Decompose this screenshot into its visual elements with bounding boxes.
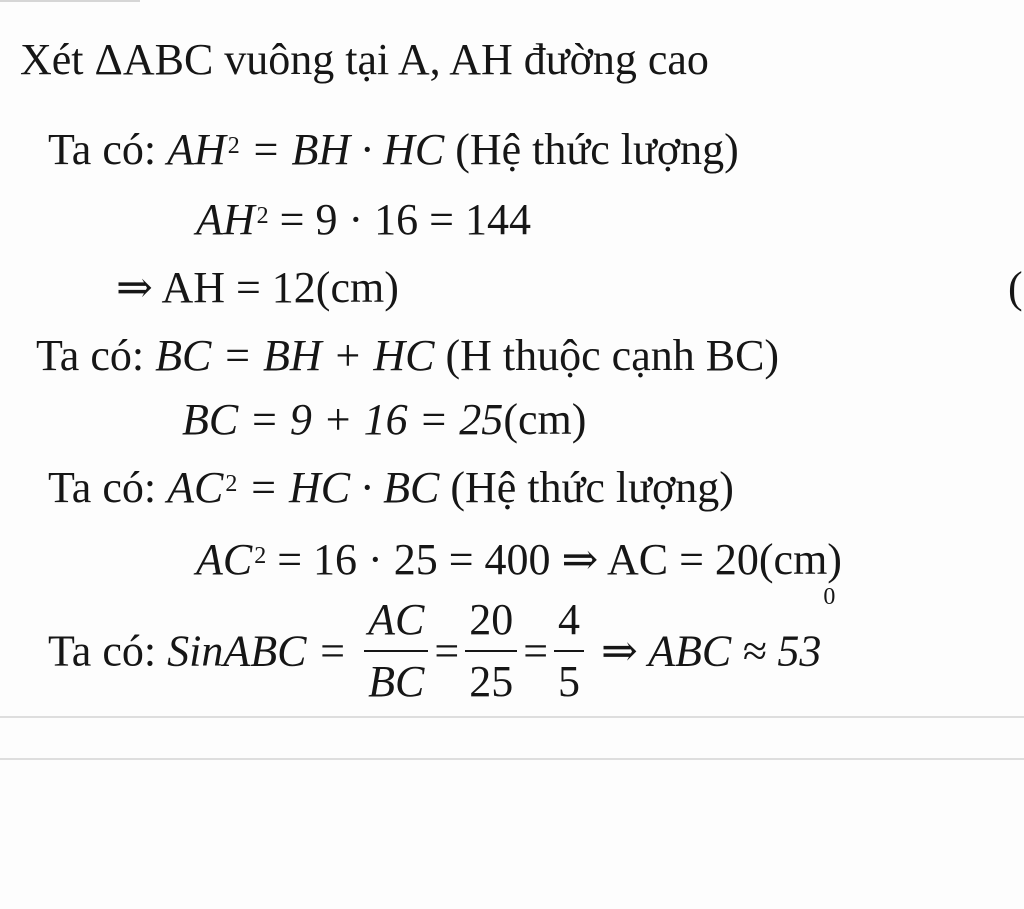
- fraction-4-5-numerator: 4: [554, 598, 584, 652]
- s3-eq1-lhs: AC: [167, 463, 224, 512]
- s2-line2: [182, 394, 586, 446]
- s1-eq2-rhs: = 9 · 16 = 144: [279, 195, 531, 244]
- s1-eq1-lhs: AH: [167, 125, 226, 174]
- s1-eq1-exp: 2: [227, 133, 240, 159]
- fraction-4-5-denominator: 5: [558, 657, 581, 706]
- s1-result: ⇒ AH = 12(cm): [116, 263, 399, 312]
- equals-sign: =: [523, 626, 549, 676]
- heading: [20, 34, 709, 86]
- s3-eq2-exp: 2: [254, 543, 267, 569]
- s2-line1: [36, 330, 779, 382]
- fraction-ac-bc: [364, 595, 428, 706]
- s1-label: Ta có:: [48, 125, 157, 174]
- s1-note: (Hệ thức lượng): [455, 125, 739, 174]
- s3-result: ⇒ AC = 20(cm): [561, 535, 842, 584]
- fraction-ac-bc-numerator: AC: [364, 598, 428, 652]
- s4-conclusion: ⇒ ABC ≈ 53: [601, 626, 822, 676]
- heading-text: Xét ΔABC vuông tại A, AH đường cao: [20, 35, 709, 84]
- s1-line2: [196, 194, 531, 246]
- top-divider: [0, 0, 140, 2]
- fraction-20-25: [465, 595, 517, 706]
- rule-line-2: [0, 758, 1024, 760]
- s3-note: (Hệ thức lượng): [450, 463, 734, 512]
- s3-label: Ta có:: [48, 463, 157, 512]
- s2-unit: (cm): [503, 395, 587, 444]
- s3-line2: [196, 534, 842, 586]
- s4-label: Ta có:: [48, 626, 157, 676]
- s4-lhs: SinABC =: [167, 626, 348, 676]
- s1-line1: [48, 124, 739, 176]
- s3-eq1-exp: 2: [225, 471, 238, 497]
- s3-eq1-rhs: = HC · BC: [248, 463, 440, 512]
- s1-line3: [116, 262, 399, 314]
- s2-label: Ta có:: [36, 331, 145, 380]
- s3-line1: [48, 462, 734, 514]
- s4-degree: 0: [823, 584, 836, 610]
- s4-line: [48, 584, 836, 706]
- rule-line-1: [0, 716, 1024, 718]
- s2-eq1: BC = BH + HC: [155, 331, 435, 380]
- s3-eq2-rhs: = 16 · 25 = 400: [277, 535, 551, 584]
- equals-sign: =: [434, 626, 460, 676]
- s2-note: (H thuộc cạnh BC): [445, 331, 780, 380]
- fraction-20-25-numerator: 20: [465, 598, 517, 652]
- edge-paren: (: [1008, 263, 1023, 312]
- s1-eq2-exp: 2: [256, 203, 269, 229]
- s1-eq1-rhs: = BH · HC: [250, 125, 445, 174]
- fraction-20-25-denominator: 25: [469, 657, 514, 706]
- fraction-4-5: [554, 595, 584, 706]
- s1-eq2-lhs: AH: [196, 195, 255, 244]
- s3-eq2-lhs: AC: [196, 535, 253, 584]
- fraction-ac-bc-denominator: BC: [368, 657, 425, 706]
- s2-eq2: BC = 9 + 16 = 25: [182, 395, 504, 444]
